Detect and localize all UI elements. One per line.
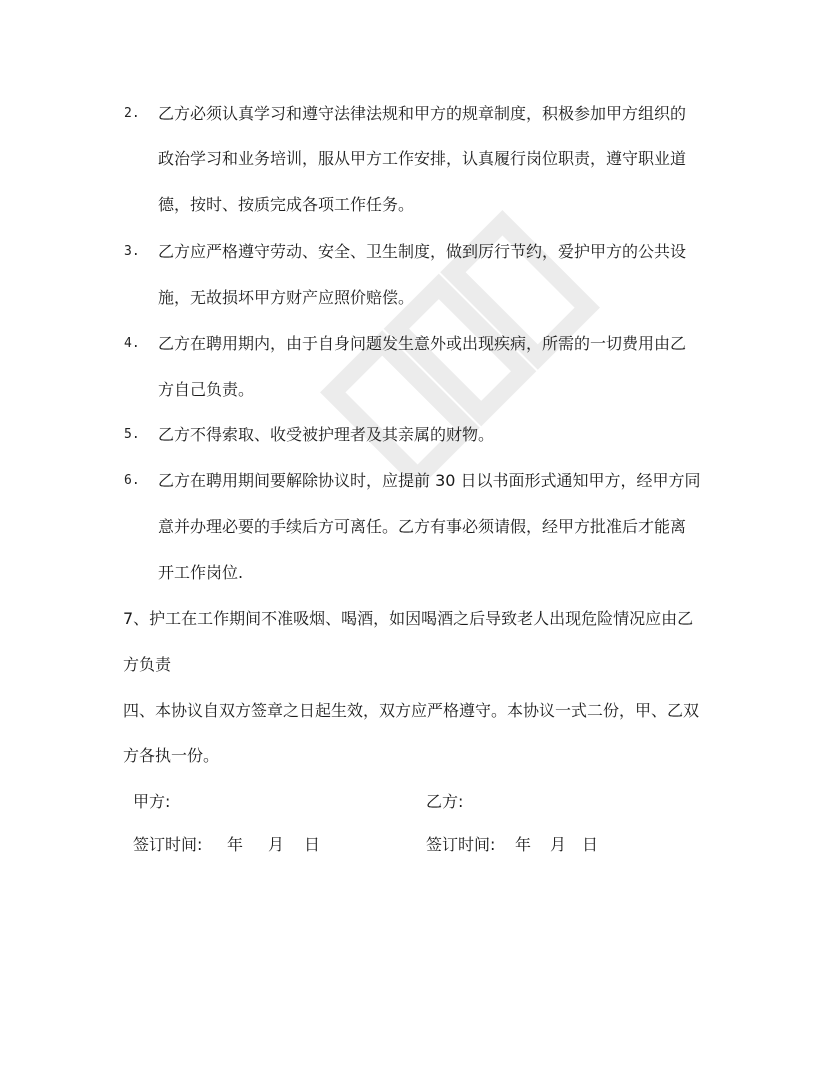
party-b-month: 月 — [550, 835, 567, 854]
item-number: 5. — [124, 427, 140, 442]
party-b-year: 年 — [515, 835, 532, 854]
item-2-line-2: 政治学习和业务培训，服从甲方工作安排，认真履行岗位职责，遵守职业道 — [158, 149, 687, 168]
section-4-line-2: 方各执一份。 — [123, 746, 220, 765]
party-a-day: 日 — [304, 835, 321, 854]
party-b-label: 乙方: — [426, 792, 464, 811]
item-6-line-2: 意并办理必要的手续后方可离任。乙方有事必须请假，经甲方批准后才能离 — [158, 517, 687, 536]
item-4-line-1: 乙方在聘用期内，由于自身问题发生意外或出现疾病，所需的一切费用由乙 — [158, 334, 687, 353]
item-3-line-2: 施，无故损坏甲方财产应照价赔偿。 — [158, 288, 415, 307]
party-a-date-label: 签订时间: — [133, 835, 203, 854]
party-a-label: 甲方: — [133, 792, 171, 811]
item-number: 3. — [124, 244, 140, 259]
item-6-line-1: 乙方在聘用期间要解除协议时，应提前 30 日以书面形式通知甲方，经甲方同 — [158, 471, 701, 490]
party-a-year: 年 — [227, 835, 244, 854]
item-number: 6. — [124, 473, 140, 488]
section-4-line-1: 四、本协议自双方签章之日起生效，双方应严格遵守。本协议一式二份，甲、乙双 — [123, 701, 700, 720]
item-7-line-1: 7、护工在工作期间不准吸烟、喝酒，如因喝酒之后导致老人出现危险情况应由乙 — [123, 609, 694, 628]
party-a-month: 月 — [268, 835, 285, 854]
item-5-line-1: 乙方不得索取、收受被护理者及其亲属的财物。 — [158, 425, 495, 444]
item-3-line-1: 乙方应严格遵守劳动、安全、卫生制度，做到厉行节约，爱护甲方的公共设 — [158, 242, 687, 261]
party-b-date-label: 签订时间: — [426, 835, 496, 854]
party-b-day: 日 — [582, 835, 599, 854]
item-number: 2. — [124, 106, 140, 121]
item-7-line-2: 方负责 — [123, 655, 172, 674]
item-6-line-3: 开工作岗位. — [158, 563, 244, 582]
item-2-line-3: 德，按时、按质完成各项工作任务。 — [158, 195, 415, 214]
item-number: 4. — [124, 336, 140, 351]
item-4-line-2: 方自己负责。 — [158, 380, 255, 399]
item-2-line-1: 乙方必须认真学习和遵守法律法规和甲方的规章制度，积极参加甲方组织的 — [158, 104, 687, 123]
